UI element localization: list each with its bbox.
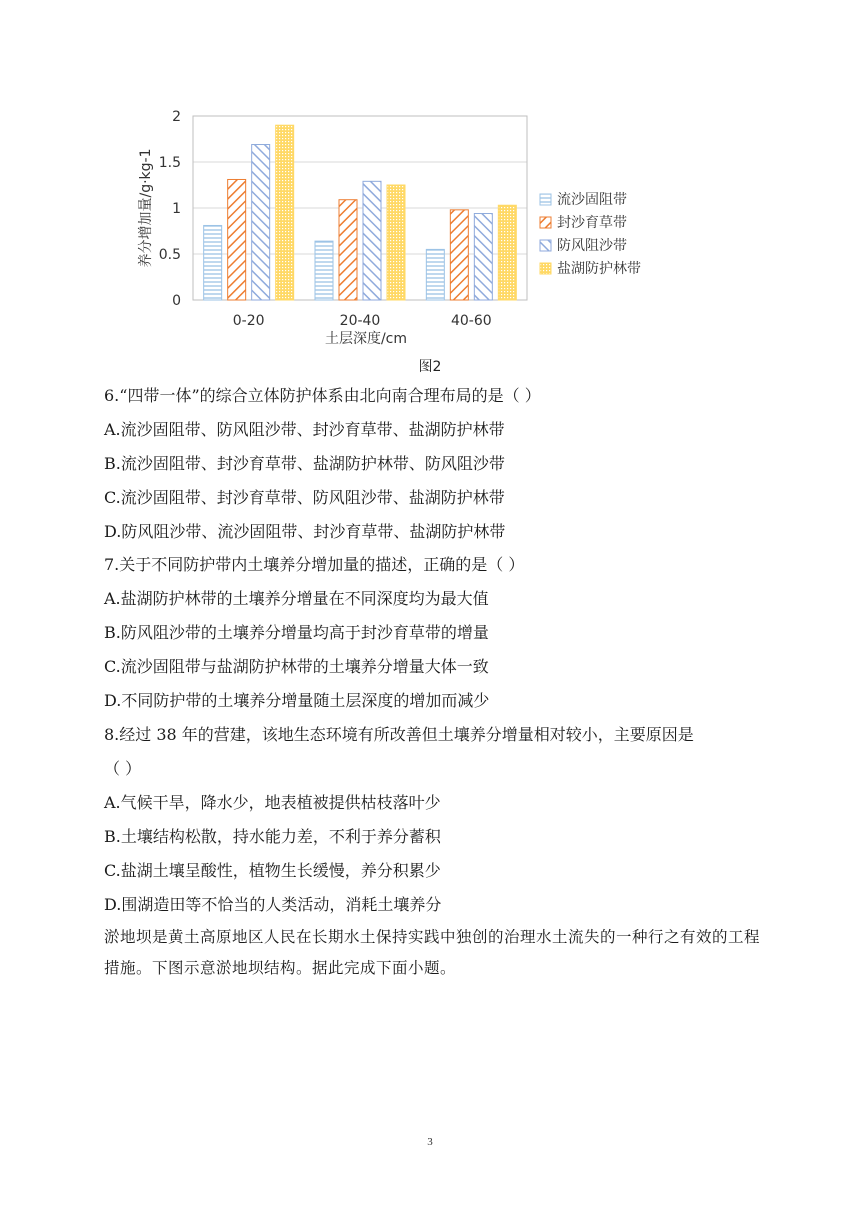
bar <box>387 185 405 300</box>
q6-option-a: A.流沙固阻带、防风阻沙带、封沙育草带、盐湖防护林带 <box>104 420 505 439</box>
legend-label: 防风阻沙带 <box>557 238 627 254</box>
y-tick-labels <box>159 109 181 309</box>
y-tick-label: 0.5 <box>158 247 181 263</box>
bar <box>498 205 516 300</box>
legend-label: 流沙固阻带 <box>557 192 627 208</box>
x-tick-label: 20-40 <box>339 313 381 329</box>
q6-stem: 6.“四带一体”的综合立体防护体系由北向南合理布局的是（ ） <box>104 386 541 405</box>
legend-swatch <box>540 240 551 251</box>
legend-swatch <box>540 263 551 274</box>
legend-swatch <box>540 194 551 205</box>
x-tick-labels <box>233 313 492 329</box>
y-tick-label: 1.5 <box>158 155 181 171</box>
y-tick-label: 2 <box>172 109 181 125</box>
legend <box>540 191 641 277</box>
q7-option-d: D.不同防护带的土壤养分增量随土层深度的增加而减少 <box>104 691 490 710</box>
q8-option-d: D.围湖造田等不恰当的人类活动，消耗土壤养分 <box>104 895 442 914</box>
q6-option-d: D.防风阻沙带、流沙固阻带、封沙育草带、盐湖防护林带 <box>104 522 506 541</box>
legend-label: 封沙育草带 <box>557 215 627 231</box>
q8-stem-cont: （ ） <box>104 759 142 778</box>
bar <box>276 125 294 300</box>
q7-option-c: C.流沙固阻带与盐湖防护林带的土壤养分增量大体一致 <box>104 657 489 676</box>
bar <box>426 249 444 300</box>
q8-option-b: B.土壤结构松散，持水能力差，不利于养分蓄积 <box>104 827 441 846</box>
figure-caption: 图2 <box>418 359 442 375</box>
y-tick-label: 0 <box>172 293 181 309</box>
bar <box>204 225 222 300</box>
bar <box>363 181 381 300</box>
legend-label: 盐湖防护林带 <box>557 261 641 277</box>
legend-swatch <box>540 217 551 228</box>
q8-option-a: A.气候干旱，降水少，地表植被提供枯枝落叶少 <box>104 793 441 812</box>
bar <box>315 241 333 300</box>
y-axis-label: 养分增加量/g·kg-1 <box>138 148 154 268</box>
q6-option-b: B.流沙固阻带、封沙育草带、盐湖防护林带、防风阻沙带 <box>104 454 505 473</box>
bar <box>450 210 468 300</box>
x-tick-label: 0-20 <box>232 313 265 329</box>
nutrient-bar-chart <box>0 0 860 360</box>
q7-option-a: A.盐湖防护林带的土壤养分增量在不同深度均为最大值 <box>104 589 489 608</box>
q8-stem: 8.经过 38 年的营建，该地生态环境有所改善但土壤养分增量相对较小，主要原因是 <box>104 725 694 744</box>
q7-stem: 7.关于不同防护带内土壤养分增加量的描述，正确的是（ ） <box>104 555 525 574</box>
bar <box>228 179 246 300</box>
x-tick-label: 40-60 <box>450 313 492 329</box>
q7-option-b: B.防风阻沙带的土壤养分增量均高于封沙育草带的增量 <box>104 623 489 642</box>
bar <box>252 145 270 300</box>
chart-svg <box>0 0 860 360</box>
y-tick-label: 1 <box>172 201 181 217</box>
bars <box>204 125 517 300</box>
bar <box>339 200 357 300</box>
bar <box>474 214 492 300</box>
reading-passage: 淤地坝是黄土高原地区人民在长期水土保持实践中独创的治理水土流失的一种行之有效的工程措施。下图示意淤地坝结构。据此完成下面小题。 <box>104 928 761 977</box>
page-number: 3 <box>427 1136 433 1148</box>
q6-option-c: C.流沙固阻带、封沙育草带、防风阻沙带、盐湖防护林带 <box>104 488 505 507</box>
q8-option-c: C.盐湖土壤呈酸性，植物生长缓慢，养分积累少 <box>104 861 441 880</box>
x-axis-label: 土层深度/cm <box>324 331 408 347</box>
